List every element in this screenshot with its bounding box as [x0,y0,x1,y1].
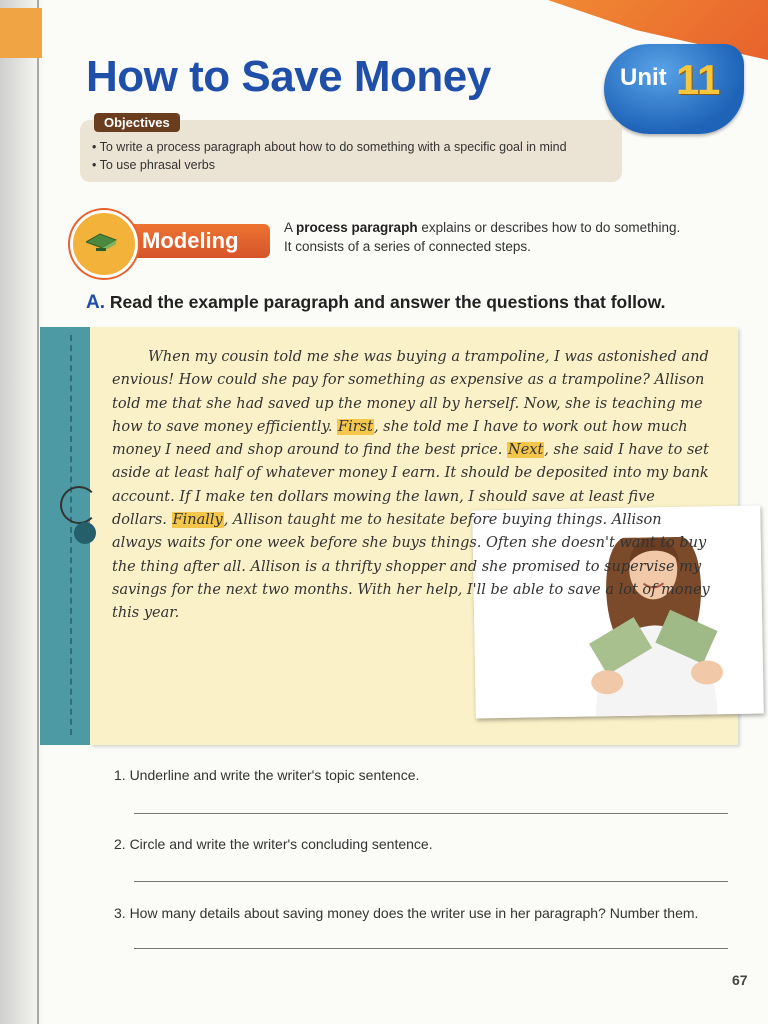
objective-item: • To use phrasal verbs [92,158,567,172]
question-1: 1. Underline and write the writer's topic sentence. [114,767,420,783]
binder-ring-hole [74,522,96,544]
modeling-label: Modeling [142,228,239,253]
unit-label: Unit [620,64,667,91]
section-instruction: Read the example paragraph and answer the questions that follow. [109,292,666,312]
corner-tab [0,8,42,58]
page-number: 67 [732,972,748,988]
objectives-list [92,140,567,176]
objectives-tag: Objectives [94,113,180,132]
question-3: 3. How many details about saving money does the writer use in her paragraph? Number them. [114,905,699,921]
section-a-heading [86,292,665,314]
answer-line-3[interactable] [134,948,728,949]
example-paragraph: When my cousin told me she was buying a trampoline, I was astonished and envious! How could she pay for something as expensive as a trampoline? Allison told me that she had saved up the money all by herself. Now, she is teaching me how to save money efficiently. First, she told me I have to work out how much money I need and shop around to find the best price. Next, she said I have to set aside at least half of whatever money I earn. It should be deposited into my bank account. If I make ten dollars mowing the lawn, I should save at least five dollars. Finally, Allison taught me to hesitate before buying things. Allison always waits for one week before she buys things. Often she doesn't want to buy the thing after all. Allison is a thrifty shopper and she promised to supervise my savings for the next two months. With her help, I'll be able to save a lot of money this year. [112,349,710,622]
binder-ring [60,486,98,524]
answer-line-2[interactable] [134,881,728,882]
folding-paper-icon [86,232,118,259]
page-title: How to Save Money [86,52,491,101]
objective-item: • To write a process paragraph about how to do something with a specific goal in mind [92,140,567,154]
modeling-description: A process paragraph explains or describes how to do something. It consists of a series of connected steps. [284,220,681,254]
unit-number: 11 [676,56,721,103]
section-letter: A. [86,292,105,313]
binding-dashes [70,335,72,735]
transition-word-highlight: Finally [172,512,223,529]
process-paragraph-term: process paragraph [296,220,418,235]
spine-line [37,0,39,1024]
transition-word-highlight: First [338,418,373,435]
answer-line-1[interactable] [134,813,728,814]
question-2: 2. Circle and write the writer's concluding sentence. [114,836,433,852]
transition-word-highlight: Next [508,442,544,459]
